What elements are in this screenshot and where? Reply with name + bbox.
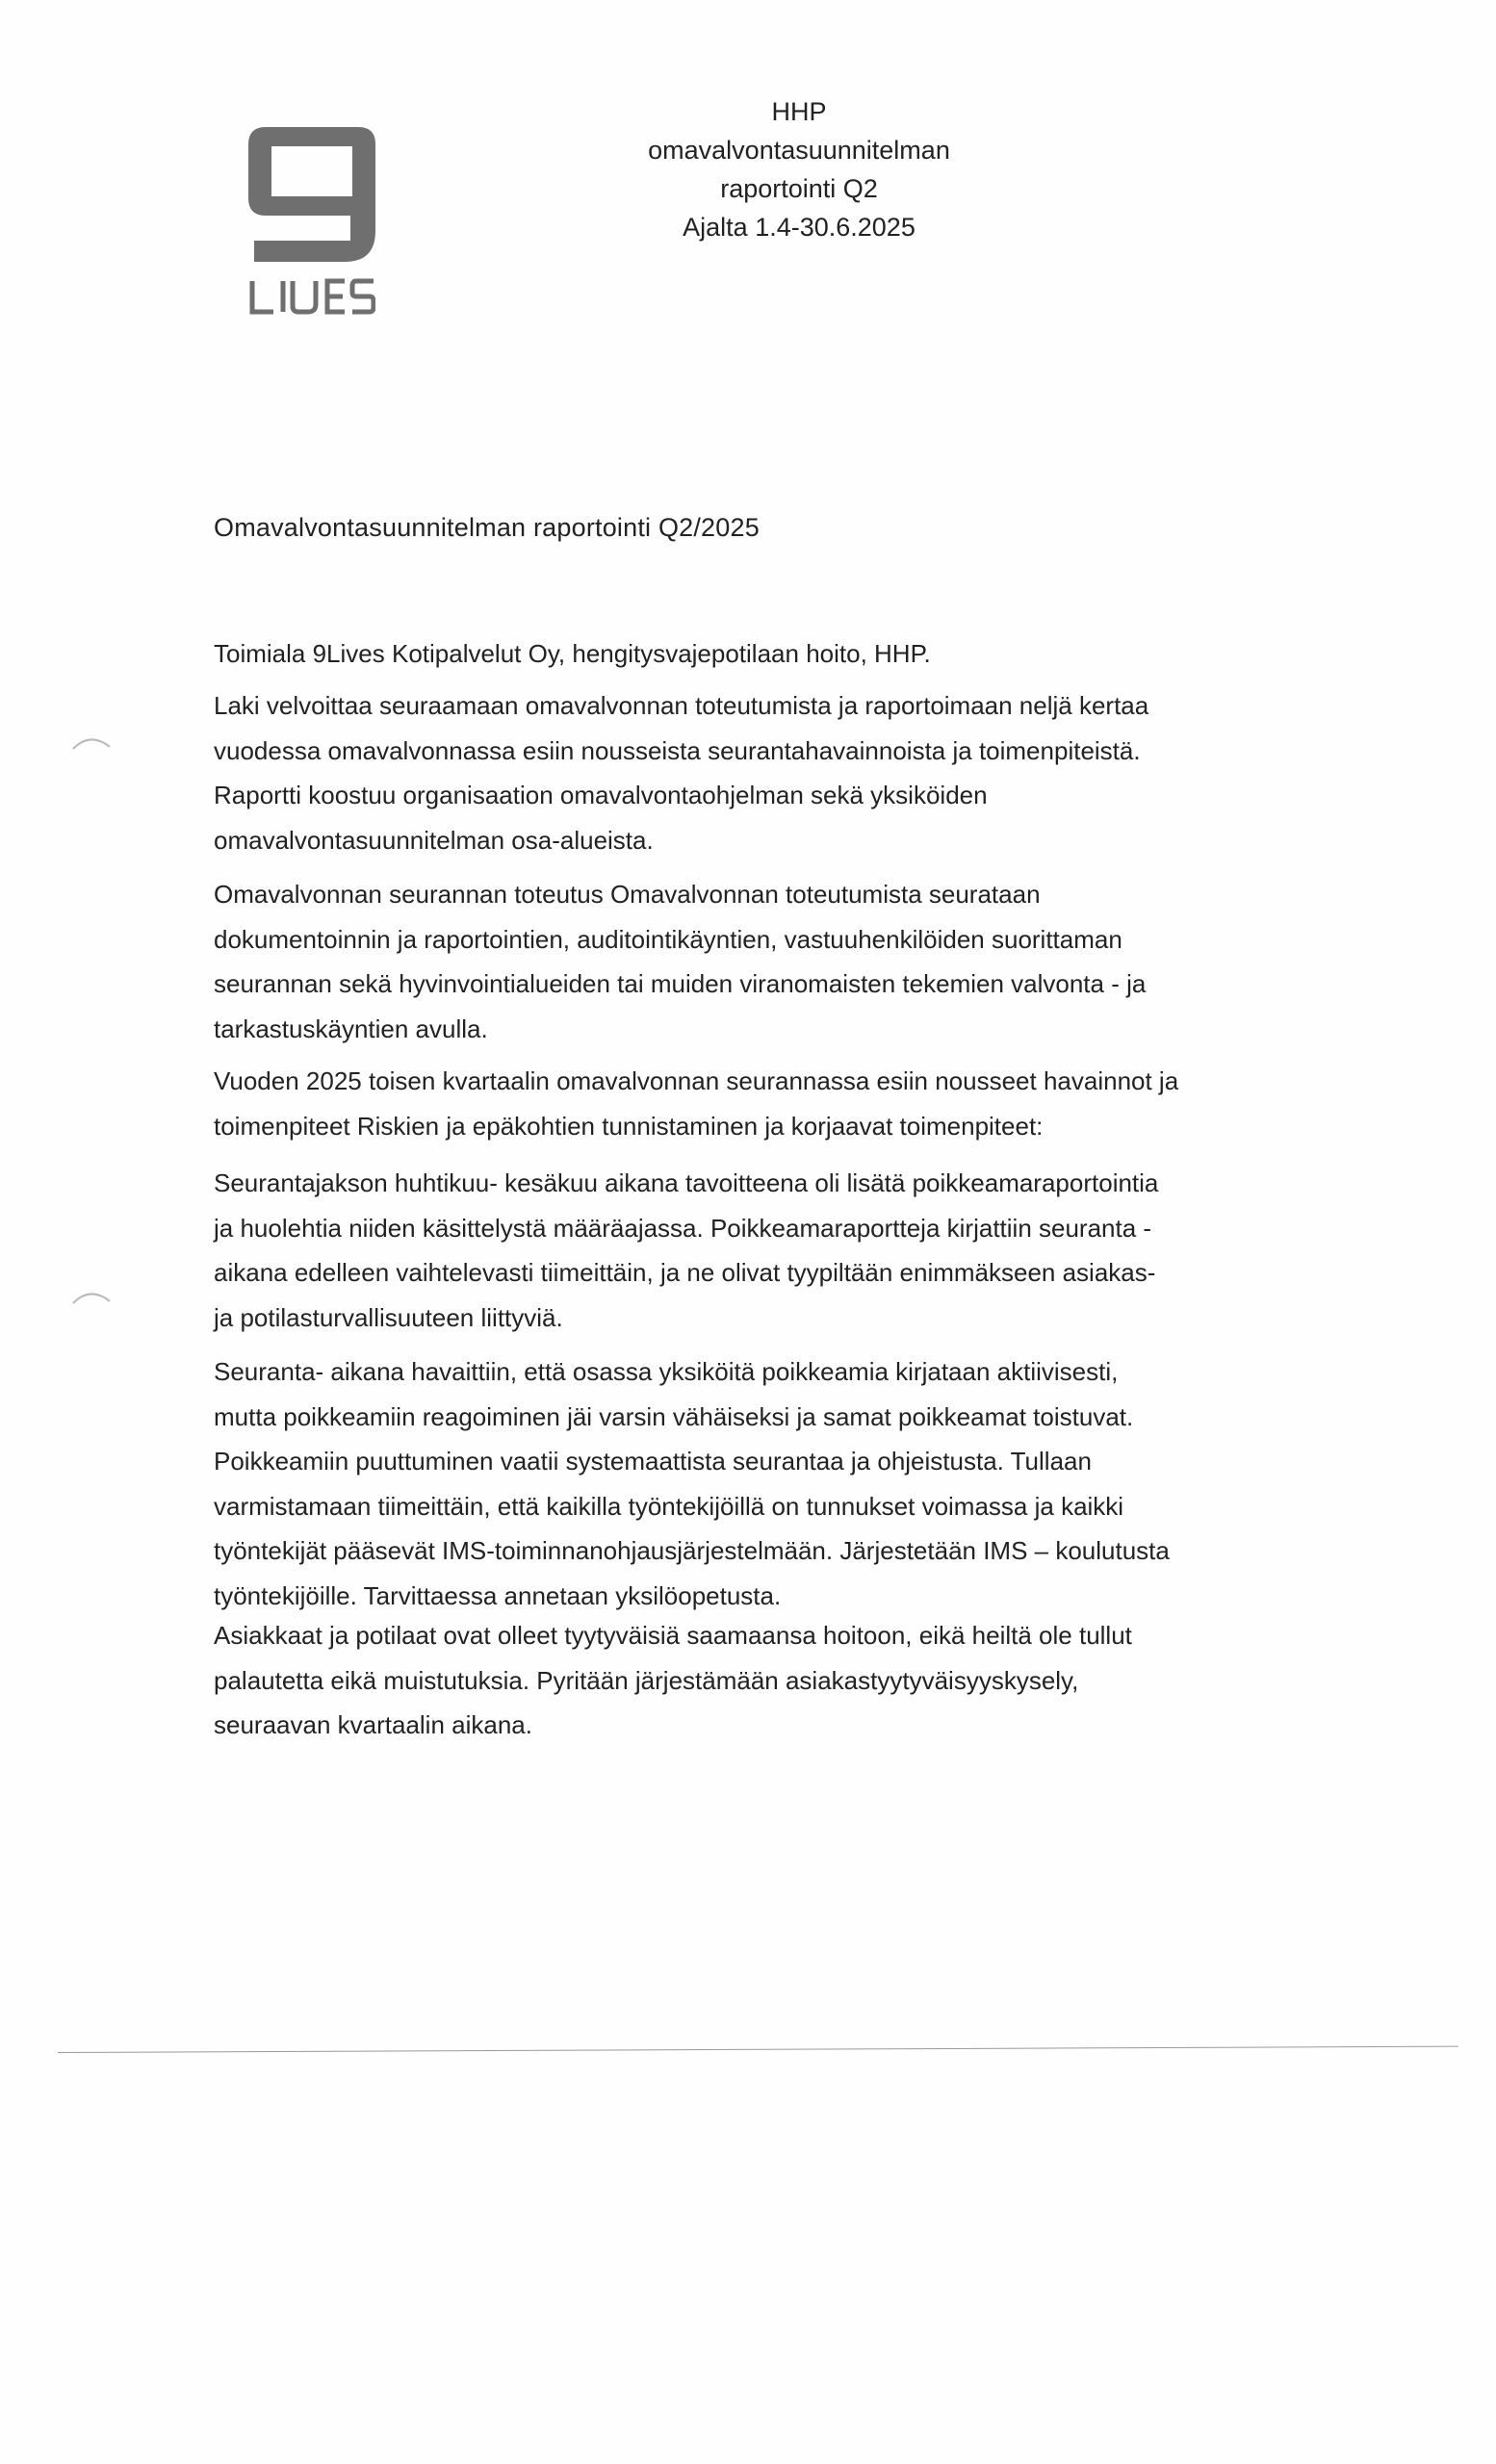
header-report-quarter: raportointi Q2	[720, 174, 878, 203]
document-title: Omavalvontasuunnitelman raportointi Q2/2025	[214, 513, 760, 542]
paragraph-monitoring-implementation	[214, 872, 1369, 1051]
text-line: Omavalvonnan seurannan toteutus Omavalvonnan toteutumista seurataan	[214, 880, 1041, 909]
text-line: Laki velvoittaa seuraamaan omavalvonnan toteutumista ja raportoimaan neljä kertaa	[214, 691, 1149, 720]
paragraph-legal-obligation	[214, 683, 1369, 862]
text-line: dokumentoinnin ja raportointien, auditointikäyntien, vastuuhenkilöiden suorittaman	[214, 924, 1122, 954]
text-line: varmistamaan tiimeittäin, että kaikilla työntekijöillä on tunnukset voimassa ja kaikki	[214, 1491, 1124, 1521]
text-line: Vuoden 2025 toisen kvartaalin omavalvonnan seurannassa esiin nousseet havainnot ja	[214, 1066, 1179, 1095]
9lives-logo	[248, 127, 375, 320]
text-line: Seurantajakson huhtikuu- kesäkuu aikana tavoitteena oli lisätä poikkeamaraportointia	[214, 1168, 1159, 1197]
report-header	[539, 92, 1059, 246]
paragraph-q2-findings-intro	[214, 1059, 1369, 1148]
text-line: palautetta eikä muistutuksia. Pyritään järjestämään asiakastyytyväisyyskysely,	[214, 1665, 1079, 1695]
paragraph-customer-satisfaction	[214, 1613, 1369, 1748]
paragraph-deviation-reporting	[214, 1161, 1369, 1340]
text-line: Poikkeamiin puuttuminen vaatii systemaattista seurantaa ja ohjeistusta. Tullaan	[214, 1447, 1092, 1476]
text-line: työntekijät pääsevät IMS-toiminnanohjausjärjestelmään. Järjestetään IMS – koulutusta	[214, 1536, 1170, 1565]
text-line: aikana edelleen vaihtelevasti tiimeittäin, ja ne olivat tyypiltään enimmäkseen asiakas-	[214, 1258, 1156, 1287]
text-line: seurannan sekä hyvinvointialueiden tai muiden viranomaisten tekemien valvonta - ja	[214, 969, 1147, 998]
sector-line: Toimiala 9Lives Kotipalvelut Oy, hengitysvajepotilaan hoito, HHP.	[214, 639, 931, 668]
text-line: Raportti koostuu organisaation omavalvontaohjelman sekä yksiköiden	[214, 781, 988, 809]
header-unit: HHP	[771, 97, 827, 126]
text-line: ja huolehtia niiden käsittelystä määräajassa. Poikkeamaraportteja kirjattiin seuranta -	[214, 1213, 1152, 1243]
text-line: seuraavan kvartaalin aikana.	[214, 1710, 532, 1739]
text-line: tarkastuskäyntien avulla.	[214, 1014, 488, 1043]
text-line: Seuranta- aikana havaittiin, että osassa yksiköitä poikkeamia kirjataan aktiivisesti,	[214, 1357, 1119, 1386]
text-line: työntekijöille. Tarvittaessa annetaan yksilöopetusta.	[214, 1580, 782, 1610]
footer-divider	[58, 2046, 1458, 2053]
logo-wordmark-lives	[252, 281, 374, 312]
header-period: Ajalta 1.4-30.6.2025	[683, 213, 916, 242]
text-line: toimenpiteet Riskien ja epäkohtien tunnistaminen ja korjaavat toimenpiteet:	[214, 1111, 1044, 1141]
logo-digit-nine	[248, 127, 375, 262]
text-line: Asiakkaat ja potilaat ovat olleet tyytyväisiä saamaansa hoitoon, eikä heiltä ole tullut	[214, 1621, 1132, 1650]
paragraph-observations-actions	[214, 1349, 1369, 1618]
text-line: ja potilasturvallisuuteen liittyviä.	[214, 1302, 563, 1332]
text-line: mutta poikkeamiin reagoiminen jäi varsin vähäiseksi ja samat poikkeamat toistuvat.	[214, 1401, 1134, 1431]
text-line: omavalvontasuunnitelman osa-alueista.	[214, 825, 654, 855]
punch-hole-mark	[71, 1288, 114, 1307]
header-plan-name: omavalvontasuunnitelman	[648, 136, 950, 165]
punch-hole-mark	[71, 733, 114, 753]
text-line: vuodessa omavalvonnassa esiin nousseista seurantahavainnoista ja toimenpiteistä.	[214, 735, 1141, 765]
